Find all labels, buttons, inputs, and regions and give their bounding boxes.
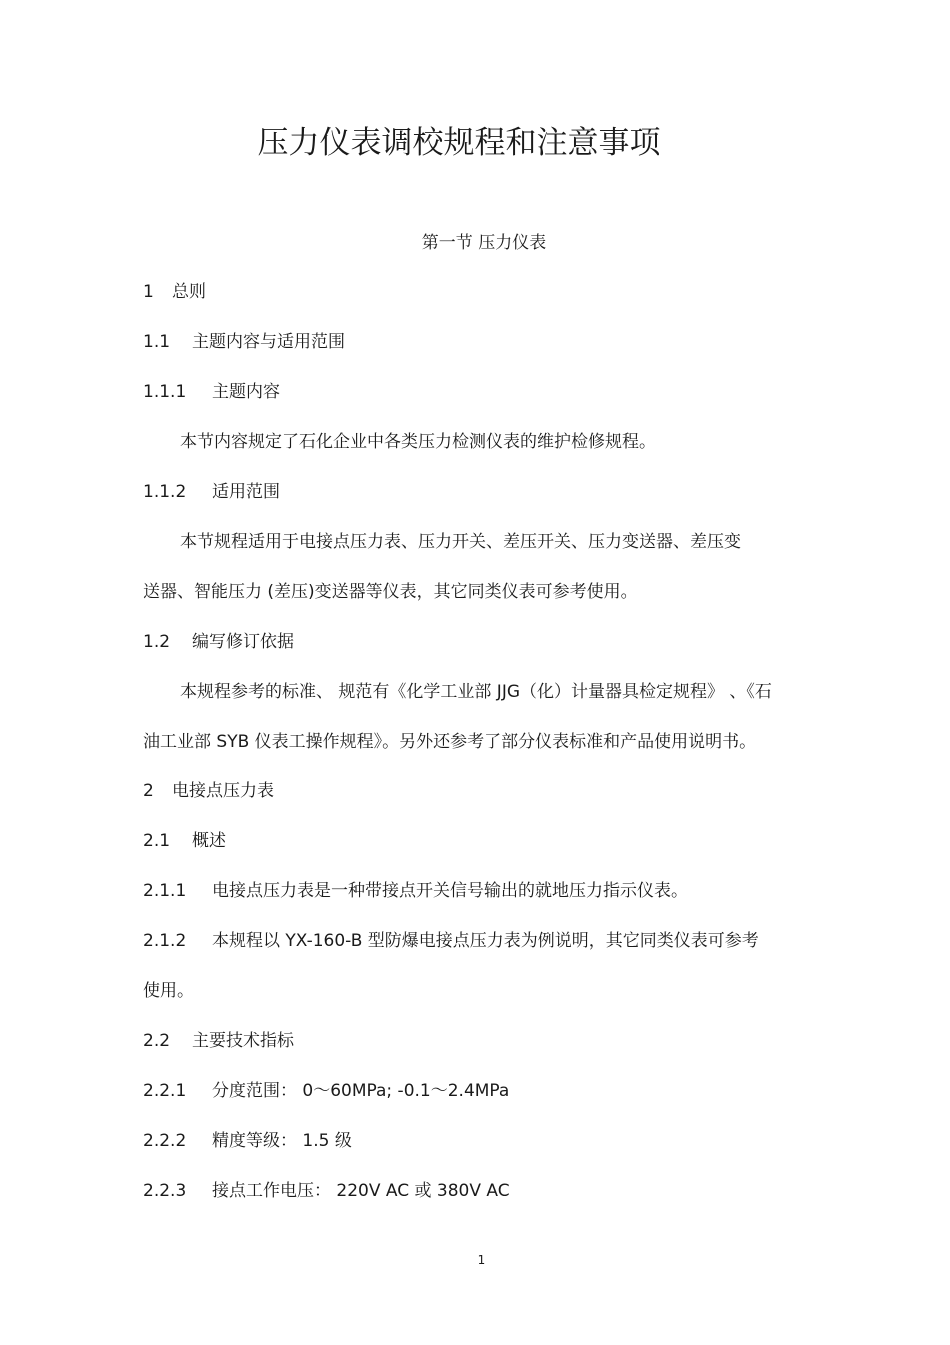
heading-1: [143, 277, 833, 307]
heading-number: 1.2: [143, 632, 171, 652]
heading-number: 2.2.1: [143, 1081, 187, 1101]
heading-text: 总则: [172, 282, 206, 302]
heading-2-2: [143, 1026, 833, 1056]
heading-number: 2.1: [143, 831, 171, 851]
paragraph-line: 本节规程适用于电接点压力表、压力开关、差压开关、压力变送器、差压变: [180, 532, 741, 552]
heading-text: 概述: [192, 831, 226, 851]
paragraph-line: 使用。: [143, 981, 194, 1001]
heading-number: 1: [143, 282, 154, 302]
heading-text: 电接点压力表是一种带接点开关信号输出的就地压力指示仪表。: [212, 881, 688, 901]
page-number: 1: [477, 1253, 486, 1267]
section-heading: 第一节 压力仪表: [421, 233, 547, 253]
heading-2-1-2: [143, 926, 833, 956]
heading-number: 2.1.2: [143, 931, 187, 951]
heading-number: 1.1.1: [143, 382, 187, 402]
heading-text: 适用范围: [212, 482, 280, 502]
heading-text: 电接点压力表: [172, 781, 274, 801]
heading-1-1: [143, 327, 833, 357]
heading-2-2-3: [143, 1176, 833, 1206]
heading-text: 本规程以 YX-160-B 型防爆电接点压力表为例说明，其它同类仪表可参考: [212, 931, 759, 951]
heading-2-2-1: [143, 1076, 833, 1106]
heading-1-1-1: [143, 377, 833, 407]
heading-1-2: [143, 627, 833, 657]
heading-text: 分度范围： 0～60MPa; -0.1～2.4MPa: [212, 1081, 510, 1101]
heading-2-2-2: [143, 1126, 833, 1156]
paragraph-line: 送器、智能压力 (差压)变送器等仪表，其它同类仪表可参考使用。: [143, 582, 638, 602]
heading-text: 精度等级： 1.5 级: [212, 1131, 352, 1151]
heading-2-1-1: [143, 876, 833, 906]
heading-text: 主题内容: [212, 382, 280, 402]
heading-number: 2.1.1: [143, 881, 187, 901]
heading-text: 主要技术指标: [192, 1031, 294, 1051]
heading-1-1-2: [143, 477, 833, 507]
heading-number: 1.1: [143, 332, 171, 352]
heading-2: [143, 776, 833, 806]
heading-number: 2: [143, 781, 154, 801]
heading-number: 2.2.3: [143, 1181, 187, 1201]
paragraph-line: 本节内容规定了石化企业中各类压力检测仪表的维护检修规程。: [180, 432, 656, 452]
heading-2-1: [143, 826, 833, 856]
heading-number: 1.1.2: [143, 482, 187, 502]
heading-number: 2.2: [143, 1031, 171, 1051]
paragraph-line: 油工业部 SYB 仪表工操作规程》。另外还参考了部分仪表标准和产品使用说明书。: [143, 732, 757, 752]
heading-number: 2.2.2: [143, 1131, 187, 1151]
heading-text: 主题内容与适用范围: [192, 332, 345, 352]
heading-text: 编写修订依据: [192, 632, 294, 652]
paragraph-line: 本规程参考的标准、 规范有《化学工业部 JJG（化）计量器具检定规程》 、《石: [180, 682, 772, 702]
heading-text: 接点工作电压： 220V AC 或 380V AC: [212, 1181, 510, 1201]
document-title: 压力仪表调校规程和注意事项: [257, 125, 661, 161]
